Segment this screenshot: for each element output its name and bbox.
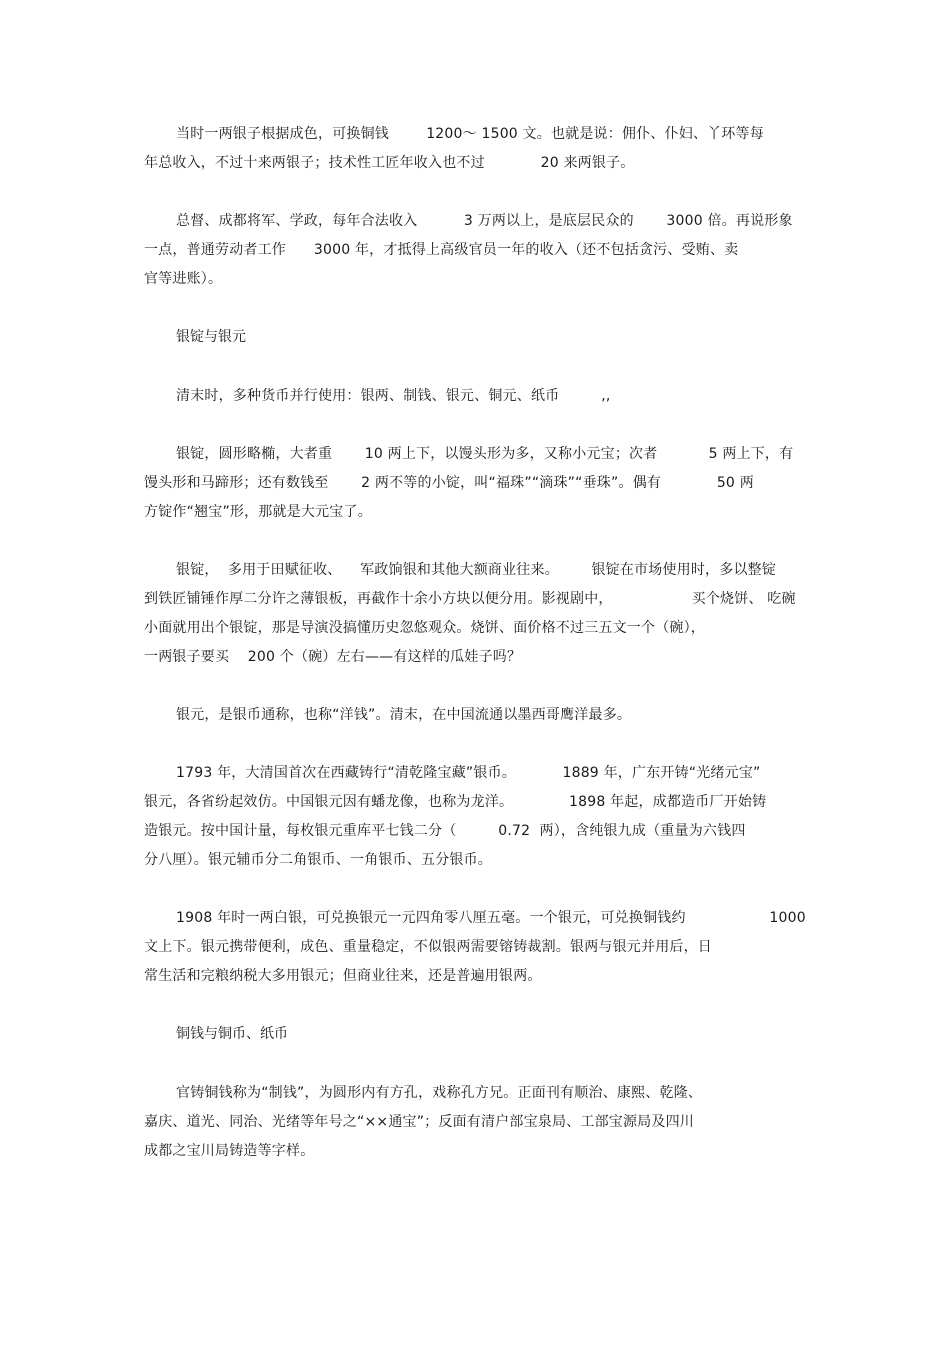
section-heading: 银锭与银元 <box>176 329 246 345</box>
text-line: 银元，是银币通称，也称“洋钱”。清末，在中国流通以墨西哥鹰洋最多。 <box>176 707 632 723</box>
text-line: 官铸铜钱称为“制钱”，为圆形内有方孔，戏称孔方兄。正面刊有顺治、康熙、乾隆、 <box>176 1085 703 1101</box>
text-line: 总督、成都将军、学政，每年合法收入 3 万两以上，是底层民众的 3000 倍。再说形象 <box>176 213 793 229</box>
text-line: 1908 年时一两白银，可兑换银元一元四角零八厘五毫。一个银元，可兑换铜钱约 1000 <box>176 910 806 926</box>
text-line: 当时一两银子根据成色，可换铜钱 1200～ 1500 文。也就是说：佣仆、仆妇、丫环等每 <box>176 126 764 142</box>
text-line: 常生活和完粮纳税大多用银元；但商业往来，还是普遍用银两。 <box>144 968 542 984</box>
text-line: 年总收入，不过十来两银子；技术性工匠年收入也不过 20 来两银子。 <box>144 155 635 171</box>
text-line: 方锭作“翘宝”形，那就是大元宝了。 <box>144 504 372 520</box>
text-line: 成都之宝川局铸造等字样。 <box>144 1143 315 1159</box>
text-line: 造银元。按中国计量，每枚银元重库平七钱二分（ 0.72 两），含纯银九成（重量为六钱四 <box>144 823 746 839</box>
text-line: 分八厘）。银元辅币分二角银币、一角银币、五分银币。 <box>144 852 492 868</box>
text-line: 文上下。银元携带便利，成色、重量稳定，不似银两需要镕铸裁割。银两与银元并用后，日 <box>144 939 712 955</box>
text-line: 到铁匠铺锤作厚二分许之薄银板，再截作十余小方块以便分用。影视剧中， 买个烧饼、 吃碗 <box>144 591 796 607</box>
text-line: 清末时，多种货币并行使用：银两、制钱、银元、铜元、纸币 ,, <box>176 388 611 404</box>
text-line: 银锭， 多用于田赋征收、 军政饷银和其他大额商业往来。 银锭在市场使用时，多以整锭 <box>176 562 777 578</box>
text-line: 1793 年，大清国首次在西藏铸行“清乾隆宝藏”银币。 1889 年，广东开铸“光绪元宝” <box>176 765 761 781</box>
text-line: 小面就用出个银锭，那是导演没搞懂历史忽悠观众。烧饼、面价格不过三五文一个（碗）， <box>144 620 705 636</box>
text-line: 官等进账）。 <box>144 271 223 287</box>
text-line: 银元，各省纷起效仿。中国银元因有蟠龙像，也称为龙洋。 1898 年起，成都造币厂开始铸 <box>144 794 767 810</box>
text-line: 一两银子要买 200 个（碗）左右——有这样的瓜娃子吗？ <box>144 649 522 665</box>
section-heading: 铜钱与铜币、纸币 <box>176 1026 288 1042</box>
text-line: 银锭，圆形略椭，大者重 10 两上下，以馒头形为多，又称小元宝；次者 5 两上下，有 <box>176 446 794 462</box>
text-line: 一点，普通劳动者工作 3000 年，才抵得上高级官员一年的收入（还不包括贪污、受贿、卖 <box>144 242 739 258</box>
text-line: 馒头形和马蹄形；还有数钱至 2 两不等的小锭，叫“福珠”“滴珠”“垂珠”。偶有 50 两 <box>144 475 754 491</box>
text-line: 嘉庆、道光、同治、光绪等年号之“××通宝”；反面有清户部宝泉局、工部宝源局及四川 <box>144 1114 694 1130</box>
